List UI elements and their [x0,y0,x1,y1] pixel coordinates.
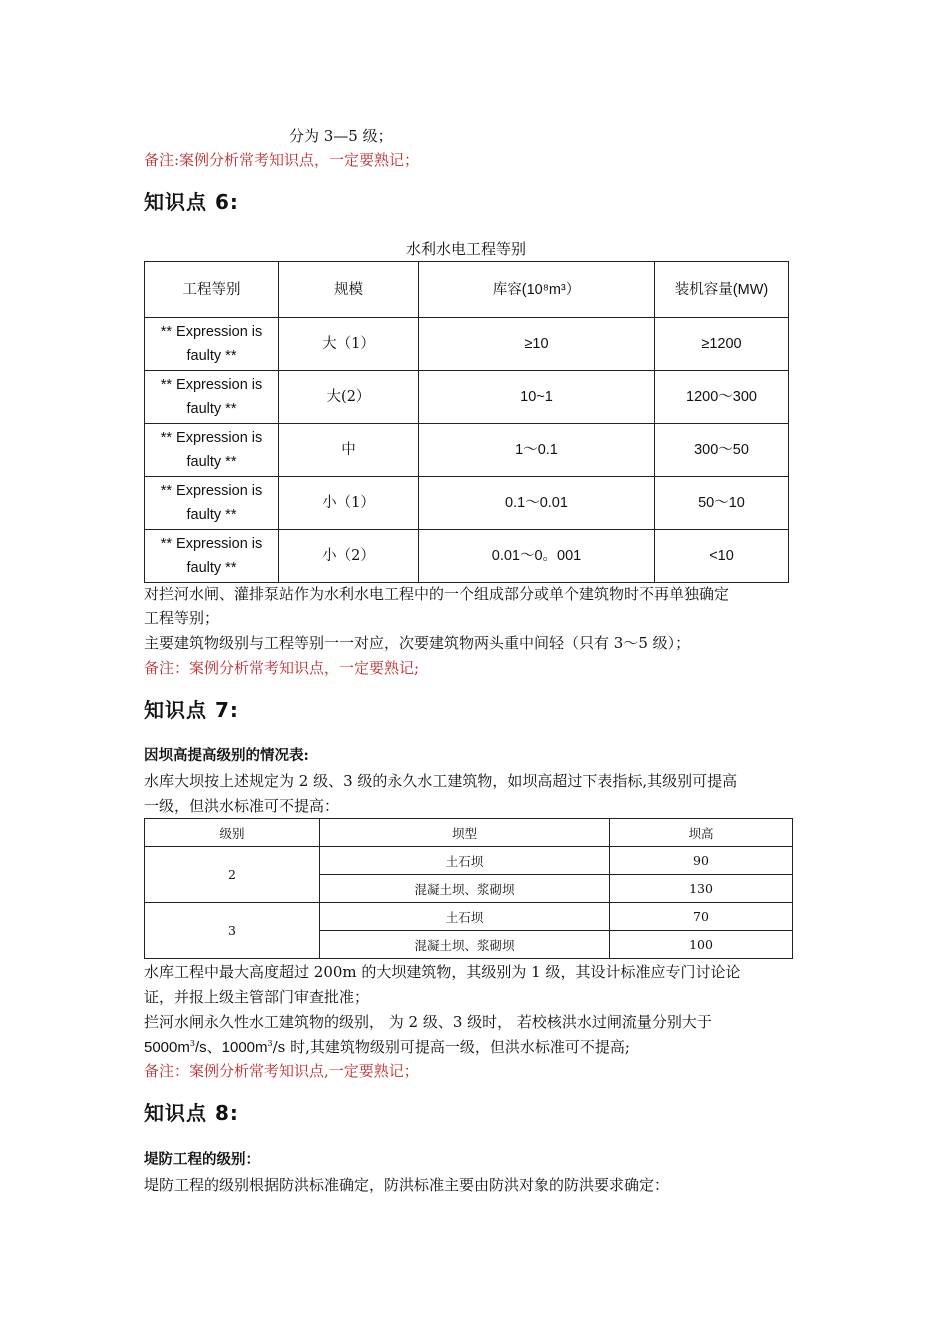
table-header-cell: 级别 [145,819,320,847]
engineering-grade-table [144,261,789,583]
table-cell-level: 3 [145,903,320,959]
table-cell: 大(2） [279,371,419,424]
table-cell: 混凝土坝、浆砌坝 [320,875,610,903]
note-text: 备注：案例分析常考知识点，一定要熟记; [144,659,420,677]
table-cell: 1～0.1 [419,424,655,477]
paragraph-line: 工程等别； [144,609,220,627]
table-header-cell: 规模 [279,262,419,318]
paragraph-line: 主要建筑物级别与工程等别一一对应，次要建筑物两头重中间轻（只有 3～5 级）； [144,634,691,652]
table-header-cell: 坝型 [320,819,610,847]
text-span: 5000m [144,1039,190,1056]
paragraph-line: 水库大坝按上述规定为 2 级、3 级的永久水工建筑物，如坝高超过下表指标,其级别可提高 [144,772,738,790]
subheading: 因坝高提高级别的情况表: [144,747,309,764]
table-header-row [145,262,789,318]
text-line: 分为 3—5 级； [289,127,393,145]
section-heading-6: 知识点 6: [144,190,239,214]
table-cell: 1200～300 [655,371,789,424]
paragraph-line: 水库工程中最大高度超过 200m 的大坝建筑物，其级别为 1 级，其设计标准应专门讨论论 [144,963,741,981]
paragraph-line: 对拦河水闸、灌排泵站作为水利水电工程中的一个组成部分或单个建筑物时不再单独确定 [144,585,730,603]
table-cell: 中 [279,424,419,477]
note-text: 备注：案例分析常考知识点,一定要熟记； [144,1062,419,1080]
table-header-cell: 装机容量(MW) [655,262,789,318]
table-row [145,530,789,583]
table-cell: 混凝土坝、浆砌坝 [320,931,610,959]
table-header-cell: 库容(10⁸m³） [419,262,655,318]
table-cell: 300～50 [655,424,789,477]
table-cell: ** Expression is faulty ** [145,371,279,424]
paragraph-line: 证，并报上级主管部门审查批准； [144,988,370,1006]
table-row [145,371,789,424]
table-title: 水利水电工程等别 [405,241,526,258]
superscript: 3 [189,1039,195,1048]
table-cell: 130 [610,875,793,903]
table-cell: ** Expression is faulty ** [145,477,279,530]
table-cell: <10 [655,530,789,583]
paragraph-line: 堤防工程的级别根据防洪标准确定，防洪标准主要由防洪对象的防洪要求确定： [144,1176,670,1194]
subheading: 堤防工程的级别： [144,1151,260,1168]
table-cell: 大（1） [279,318,419,371]
table-row [145,477,789,530]
table-row [145,903,793,931]
paragraph-line: 一级，但洪水标准可不提高： [144,797,340,815]
paragraph-line: 拦河水闸永久性水工建筑物的级别， 为 2 级、3 级时， 若校核洪水过闸流量分别大于 [144,1013,712,1031]
table-cell: 100 [610,931,793,959]
table-cell: ** Expression is faulty ** [145,530,279,583]
table-cell: ** Expression is faulty ** [145,318,279,371]
table-cell-level: 2 [145,847,320,903]
superscript: 3 [267,1039,273,1048]
table-header-cell: 坝高 [610,819,793,847]
note-text: 备注:案例分析常考知识点，一定要熟记； [144,151,420,169]
table-header-row [145,819,793,847]
paragraph-line [144,1035,630,1060]
table-cell: 10~1 [419,371,655,424]
text-span: /s 时,其建筑物级别可提高一级，但洪水标准可不提高; [272,1038,630,1056]
table-cell: ≥1200 [655,318,789,371]
table-row [145,847,793,875]
section-heading-7: 知识点 7: [144,698,239,722]
text-span: /s、1000m [194,1039,268,1056]
table-cell: 小（2） [279,530,419,583]
table-cell: 土石坝 [320,903,610,931]
table-cell: 0.01～0。001 [419,530,655,583]
table-cell: ≥10 [419,318,655,371]
table-cell: 50～10 [655,477,789,530]
table-cell: 90 [610,847,793,875]
table-row [145,318,789,371]
table-header-cell: 工程等别 [145,262,279,318]
table-cell: 小（1） [279,477,419,530]
table-cell: 土石坝 [320,847,610,875]
dam-height-table [144,818,793,959]
table-cell: ** Expression is faulty ** [145,424,279,477]
table-cell: 0.1～0.01 [419,477,655,530]
table-cell: 70 [610,903,793,931]
section-heading-8: 知识点 8: [144,1101,239,1125]
table-row [145,424,789,477]
